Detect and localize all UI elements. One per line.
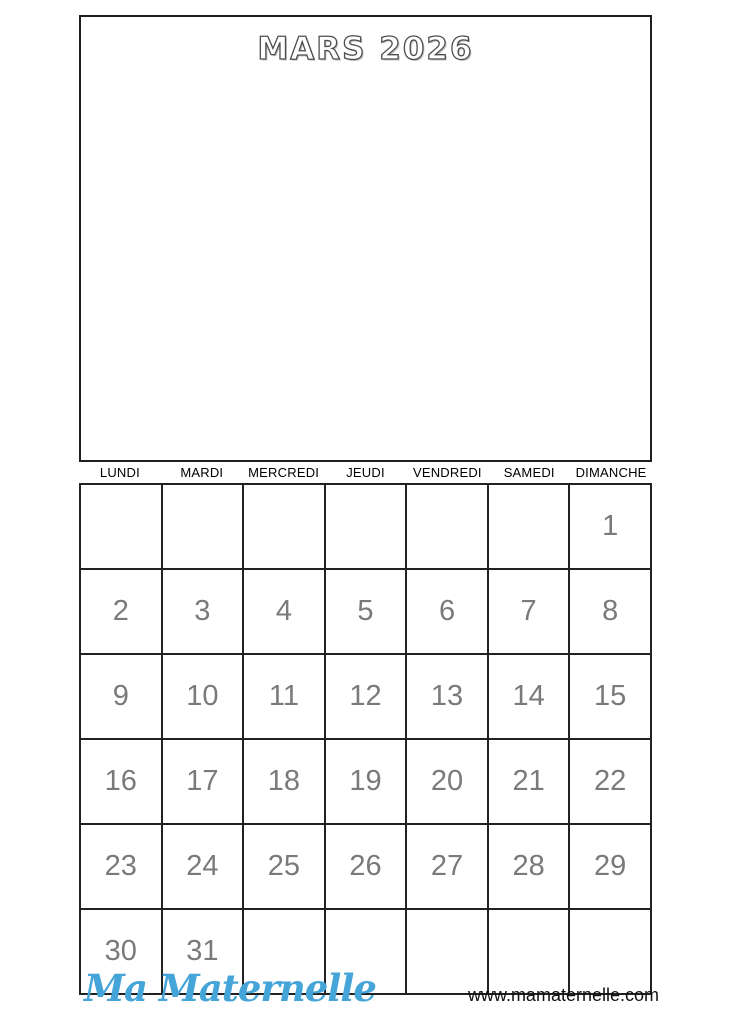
week-row xyxy=(80,654,651,739)
calendar-grid xyxy=(79,483,652,995)
day-cell: 4 xyxy=(243,569,325,654)
weekday-label-monday: LUNDI xyxy=(99,465,140,480)
day-cell: 11 xyxy=(243,654,325,739)
day-cell xyxy=(406,484,488,569)
day-cell: 13 xyxy=(406,654,488,739)
day-cell: 23 xyxy=(80,824,162,909)
day-cell: 16 xyxy=(80,739,162,824)
day-cell xyxy=(406,909,488,994)
day-cell xyxy=(488,484,570,569)
day-cell xyxy=(243,484,325,569)
week-row xyxy=(80,739,651,824)
day-cell: 2 xyxy=(80,569,162,654)
day-cell: 15 xyxy=(569,654,651,739)
day-cell: 20 xyxy=(406,739,488,824)
weekday-label-friday: VENDREDI xyxy=(412,465,482,480)
day-cell: 29 xyxy=(569,824,651,909)
day-cell: 21 xyxy=(488,739,570,824)
weekday-label-saturday: SAMEDI xyxy=(503,465,555,480)
day-cell: 1 xyxy=(569,484,651,569)
ma-maternelle-logo: Ma Maternelle xyxy=(84,966,376,1010)
day-cell: 7 xyxy=(488,569,570,654)
day-cell: 30 xyxy=(80,909,162,994)
day-cell xyxy=(325,484,407,569)
day-cell: 31 xyxy=(162,909,244,994)
month-title: MARS 2026 xyxy=(257,31,474,67)
day-cell: 5 xyxy=(325,569,407,654)
day-cell: 10 xyxy=(162,654,244,739)
weekday-label-thursday: JEUDI xyxy=(346,465,385,480)
week-row xyxy=(80,484,651,569)
week-row xyxy=(80,824,651,909)
day-cell xyxy=(569,909,651,994)
day-cell: 9 xyxy=(80,654,162,739)
week-row xyxy=(80,569,651,654)
weekday-header-row xyxy=(79,462,652,483)
day-cell: 6 xyxy=(406,569,488,654)
day-cell: 17 xyxy=(162,739,244,824)
day-cell: 3 xyxy=(162,569,244,654)
day-cell: 19 xyxy=(325,739,407,824)
weekday-label-tuesday: MARDI xyxy=(180,465,224,480)
day-cell: 14 xyxy=(488,654,570,739)
weekday-label-wednesday: MERCREDI xyxy=(248,465,320,480)
drawing-area-box xyxy=(79,15,652,462)
day-cell: 25 xyxy=(243,824,325,909)
weekday-label-sunday: DIMANCHE xyxy=(575,465,647,480)
day-cell: 24 xyxy=(162,824,244,909)
day-cell: 28 xyxy=(488,824,570,909)
day-cell: 8 xyxy=(569,569,651,654)
day-cell: 12 xyxy=(325,654,407,739)
day-cell xyxy=(162,484,244,569)
website-url: www.mamaternelle.com xyxy=(467,985,659,1005)
day-cell: 22 xyxy=(569,739,651,824)
day-cell: 18 xyxy=(243,739,325,824)
day-cell xyxy=(80,484,162,569)
day-cell: 27 xyxy=(406,824,488,909)
day-cell: 26 xyxy=(325,824,407,909)
day-cell xyxy=(488,909,570,994)
